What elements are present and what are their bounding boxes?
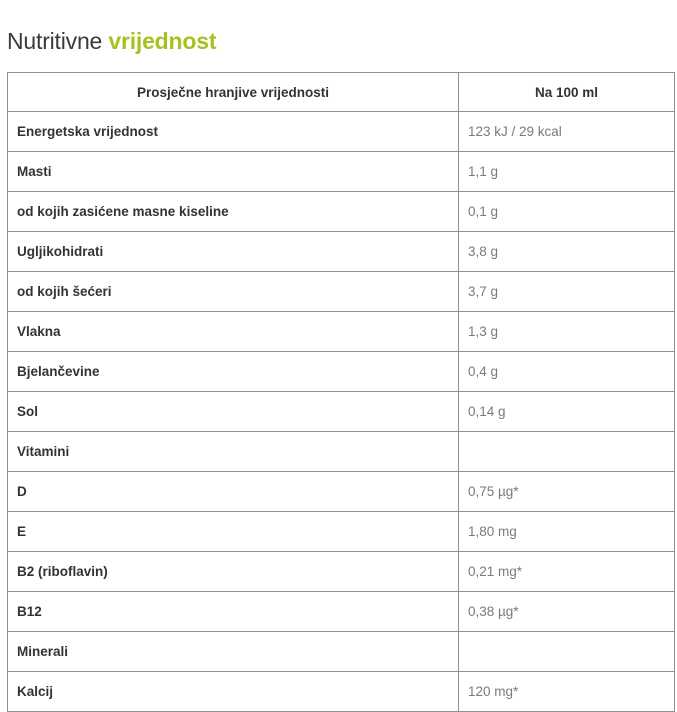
nutrient-value: 1,80 mg xyxy=(459,512,675,552)
title-accent: vrijednost xyxy=(108,28,217,55)
nutrient-label: E xyxy=(8,512,459,552)
column-header-per-100ml: Na 100 ml xyxy=(459,73,675,112)
table-row xyxy=(8,672,675,712)
nutrient-label: B2 (riboflavin) xyxy=(8,552,459,592)
nutrient-value: 3,7 g xyxy=(459,272,675,312)
nutrient-value: 123 kJ / 29 kcal xyxy=(459,112,675,152)
table-row xyxy=(8,312,675,352)
table-row xyxy=(8,152,675,192)
nutrient-value: 0,75 µg* xyxy=(459,472,675,512)
table-row xyxy=(8,232,675,272)
nutrient-value: 1,1 g xyxy=(459,152,675,192)
table-row xyxy=(8,592,675,632)
nutrition-table xyxy=(7,72,675,712)
nutrient-label: od kojih zasićene masne kiseline xyxy=(8,192,459,232)
nutrient-label: Kalcij xyxy=(8,672,459,712)
nutrient-value: 0,38 µg* xyxy=(459,592,675,632)
table-row xyxy=(8,512,675,552)
table-row xyxy=(8,432,675,472)
nutrient-value: 1,3 g xyxy=(459,312,675,352)
nutrient-value xyxy=(459,632,675,672)
nutrient-value: 120 mg* xyxy=(459,672,675,712)
nutrient-value: 0,4 g xyxy=(459,352,675,392)
nutrient-value: 3,8 g xyxy=(459,232,675,272)
table-row xyxy=(8,112,675,152)
table-row xyxy=(8,632,675,672)
nutrient-label: D xyxy=(8,472,459,512)
table-row xyxy=(8,552,675,592)
nutrient-value: 0,1 g xyxy=(459,192,675,232)
table-row xyxy=(8,352,675,392)
table-row xyxy=(8,392,675,432)
nutrient-value xyxy=(459,432,675,472)
title-prefix: Nutritivne xyxy=(7,28,103,55)
nutrient-label: Bjelančevine xyxy=(8,352,459,392)
nutrient-value: 0,21 mg* xyxy=(459,552,675,592)
nutrient-label: Masti xyxy=(8,152,459,192)
nutrient-label: Ugljikohidrati xyxy=(8,232,459,272)
nutrient-label: od kojih šećeri xyxy=(8,272,459,312)
nutrient-label: B12 xyxy=(8,592,459,632)
section-title xyxy=(7,25,216,57)
table-row xyxy=(8,272,675,312)
nutrient-value: 0,14 g xyxy=(459,392,675,432)
table-row xyxy=(8,192,675,232)
nutrient-label: Sol xyxy=(8,392,459,432)
nutrient-label: Vitamini xyxy=(8,432,459,472)
table-body xyxy=(8,112,675,712)
nutrient-label: Energetska vrijednost xyxy=(8,112,459,152)
table-row xyxy=(8,472,675,512)
column-header-nutrient: Prosječne hranjive vrijednosti xyxy=(8,73,459,112)
nutrient-label: Minerali xyxy=(8,632,459,672)
table-header-row xyxy=(8,73,675,112)
nutrient-label: Vlakna xyxy=(8,312,459,352)
